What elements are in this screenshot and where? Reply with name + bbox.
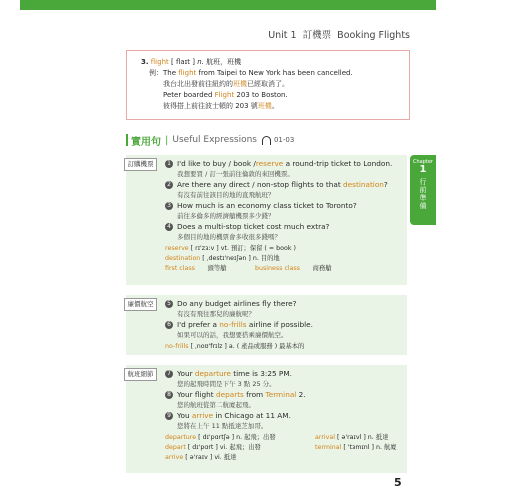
expression-list	[165, 158, 392, 274]
expr-highlight: destination	[343, 180, 384, 189]
expr-text: from	[243, 390, 266, 399]
expr-highlight: arrive	[191, 411, 214, 420]
item-number: 6	[165, 321, 173, 329]
expr-highlight: departure	[194, 369, 231, 378]
expr-text: a round-trip ticket to London.	[283, 159, 393, 168]
expression-en	[165, 389, 306, 400]
vocabulary-box	[126, 50, 410, 120]
expr-text: airline if possible.	[246, 320, 313, 329]
expr-text: Do any budget airlines fly there?	[177, 299, 297, 308]
expression-zh: 我想要買 / 訂一張前往倫敦的來回機票。	[177, 170, 294, 178]
word-def: 頭等艙	[194, 265, 227, 272]
word: reserve	[165, 245, 189, 252]
expression-zh: 有沒有前往該目的地的直飛航班？	[177, 191, 275, 199]
item-number: 8	[165, 391, 173, 399]
vocab-definition: 航班，班機	[206, 58, 242, 66]
word-entry	[165, 244, 392, 254]
section-tag: 訂購機票	[124, 158, 157, 171]
section-budget-airlines	[126, 295, 407, 355]
example-zh-highlight: 班機	[257, 102, 272, 110]
expression-en	[165, 298, 313, 309]
expr-highlight: no-frills	[219, 320, 247, 329]
vocab-number: 3.	[141, 58, 149, 66]
vocab-example-1-zh	[163, 79, 409, 90]
example-zh: 我台北出發前往紐約的	[163, 80, 233, 88]
item-number: 5	[165, 300, 173, 308]
vocab-example-1	[149, 68, 409, 79]
word: destination	[165, 255, 201, 262]
expr-highlight: reserve	[255, 159, 284, 168]
item-number: 4	[165, 223, 173, 231]
vocab-example-2-zh	[163, 101, 409, 112]
expr-text: time is 3:25 PM.	[230, 369, 292, 378]
word: business class	[255, 265, 301, 272]
word: first class	[165, 265, 195, 272]
word-def: [ ə'raɪvl ] n. 抵達	[335, 434, 389, 441]
heading-separator: |	[165, 134, 169, 146]
example-text: The	[163, 69, 177, 77]
chapter-title-vertical: 行 前 準 備	[419, 178, 427, 210]
chapter-label: Chapter	[413, 159, 433, 165]
item-number: 7	[165, 370, 173, 378]
word-def: [ rɪ'zɜːv ] vt. 預訂；保留 ( = book )	[188, 245, 296, 252]
word: no-frills	[165, 343, 189, 350]
example-text: 203 to Boston.	[236, 91, 288, 99]
expr-text: 2.	[296, 390, 306, 399]
vocab-word: flight	[150, 58, 169, 66]
word-entry	[315, 433, 397, 443]
expr-text: in Chicago at 11 AM.	[213, 411, 291, 420]
word-list	[165, 244, 392, 274]
item-number: 1	[165, 160, 173, 168]
word-def: [ 'tɜmɪnl ] n. 航廈	[341, 444, 397, 451]
expr-highlight: departs	[215, 390, 244, 399]
item-number: 2	[165, 181, 173, 189]
word-def: [ dɪ'pɑrtʃə ] n. 起飛；出發	[196, 434, 276, 441]
example-zh: 。	[271, 102, 279, 110]
vocab-pronunciation: [ flaɪt ]	[170, 58, 195, 66]
word-entry	[165, 453, 306, 463]
example-zh-highlight: 班機	[233, 80, 247, 88]
section-flight-details	[126, 365, 407, 473]
example-text: Peter boarded	[163, 91, 213, 99]
expr-text: You	[177, 411, 192, 420]
word-def: [ dɪ'pɑrt ] vi. 起飛；出發	[185, 444, 261, 451]
unit-label: Unit 1	[268, 30, 297, 41]
item-number: 3	[165, 202, 173, 210]
expression-zh: 您的起飛時間是下午 3 點 25 分。	[177, 380, 276, 388]
vocab-example-2	[163, 90, 409, 101]
word-entry	[165, 443, 306, 453]
expression-en	[165, 368, 306, 379]
word: arrival	[315, 434, 336, 441]
vocab-headword-row	[141, 57, 409, 68]
page-header	[265, 27, 410, 41]
expr-text: Your	[177, 369, 195, 378]
expression-en	[165, 221, 392, 232]
expression-en	[165, 158, 392, 169]
expression-zh: 多個目的地的機票會多收很多錢嗎？	[177, 233, 281, 241]
unit-title-zh: 訂機票	[302, 30, 332, 41]
expr-text: Your flight	[177, 390, 216, 399]
word-entry	[165, 264, 392, 274]
word-entry	[165, 254, 392, 264]
word-entry	[165, 342, 313, 352]
top-green-bar	[20, 0, 436, 10]
word: depart	[165, 444, 186, 451]
audio-track-number: 01-03	[273, 136, 295, 144]
heading-accent-bar	[126, 134, 128, 146]
example-zh: 彼得搭上前往波士頓的 203 號	[163, 102, 258, 110]
expr-highlight: Terminal	[265, 390, 297, 399]
chapter-side-tab[interactable]	[410, 155, 436, 225]
section-booking	[126, 155, 407, 285]
expr-text: How much is an economy class ticket to Toronto?	[177, 201, 357, 210]
word-entry	[165, 433, 306, 443]
section-heading	[126, 132, 294, 148]
page-number: 5	[394, 476, 402, 489]
headphones-icon	[262, 136, 271, 145]
expression-list	[165, 298, 313, 352]
heading-zh: 實用句	[131, 136, 161, 148]
word-def: [ ˌnoʊ'frɪlz ] a. ( 產品或服務 ) 最基本的	[188, 343, 305, 350]
section-tag: 航班細節	[124, 368, 157, 381]
expression-en	[165, 410, 306, 421]
expr-text: ?	[383, 180, 388, 189]
section-tag: 廉價航空	[124, 298, 157, 311]
expression-zh: 您的航班從第二航廈起飛。	[177, 401, 255, 409]
example-highlight: Flight	[214, 91, 235, 99]
example-label: 例：	[149, 69, 163, 77]
expr-text: Are there any direct / non-stop flights to that	[177, 180, 344, 189]
example-zh: 已經取消了。	[247, 80, 289, 88]
word: arrive	[165, 454, 184, 461]
word-def: 商務艙	[300, 265, 332, 272]
expr-text: I'd like to buy / book /	[177, 159, 256, 168]
expr-text: Does a multi-stop ticket cost much extra?	[177, 222, 330, 231]
expression-zh: 前往多倫多的經濟艙機票多少錢？	[177, 212, 275, 220]
expression-en	[165, 319, 313, 330]
expression-zh: 如果可以的話，我想要搭乘廉價航空。	[177, 331, 288, 339]
word: departure	[165, 434, 197, 441]
expression-zh: 您將在上午 11 點抵達芝加哥。	[177, 422, 268, 430]
item-number: 9	[165, 412, 173, 420]
word-list	[165, 433, 397, 463]
expr-text: I'd prefer a	[177, 320, 220, 329]
expression-en	[165, 200, 392, 211]
expression-list	[165, 368, 397, 463]
heading-en: Useful Expressions	[172, 135, 257, 145]
example-highlight: flight	[178, 69, 197, 77]
word-def: [ ə'raɪv ] vi. 抵達	[183, 454, 237, 461]
expression-zh: 有沒有飛往那兒的廉航呢？	[177, 310, 255, 318]
vocab-pos: n.	[197, 58, 204, 66]
word-list	[165, 342, 313, 352]
word: terminal	[315, 444, 342, 451]
expression-en	[165, 179, 392, 190]
example-text: from Taipei to New York has been cancelled.	[198, 69, 353, 77]
chapter-number: 1	[419, 164, 427, 175]
word-list-col2	[315, 433, 397, 453]
unit-title-en: Booking Flights	[337, 30, 410, 41]
word-entry	[315, 443, 397, 453]
word-def: [ ˌdestɪ'neɪʃən ] n. 目的地	[200, 255, 280, 262]
